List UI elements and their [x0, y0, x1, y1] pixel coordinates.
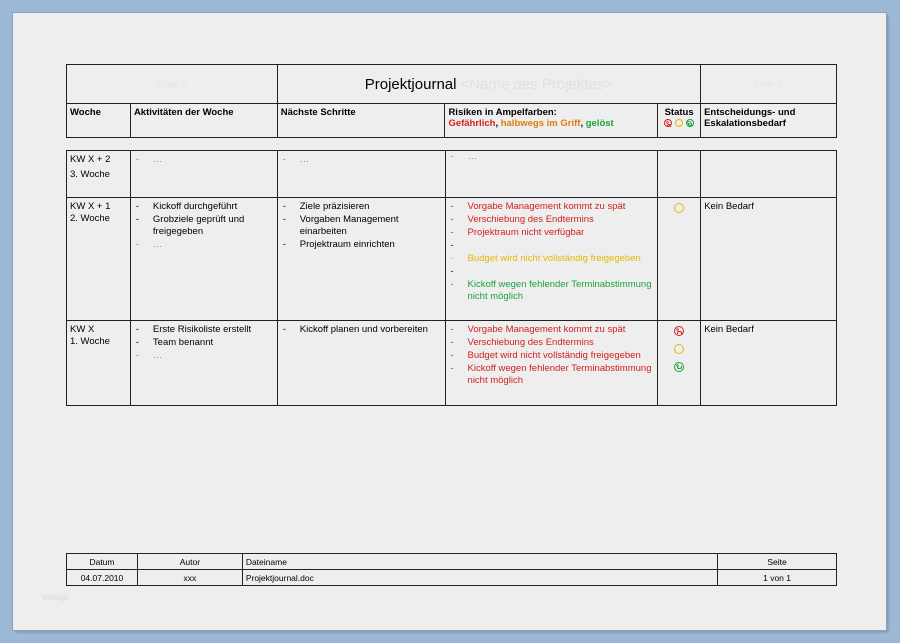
logo-1: Logo 1	[67, 65, 278, 104]
risks-cell	[445, 321, 658, 406]
sad-face-icon	[664, 119, 672, 127]
list-item: - …	[134, 350, 274, 362]
next-steps-cell	[277, 321, 445, 406]
document-page	[13, 13, 886, 630]
next-steps-cell	[277, 151, 445, 198]
next-steps-cell	[277, 198, 445, 321]
status-cell	[658, 321, 701, 406]
list-item: - …	[281, 154, 442, 166]
list-item: - Projektraum einrichten	[281, 239, 442, 251]
list-item: - Erste Risikoliste erstellt	[134, 324, 274, 336]
risk-item: - Verschiebung des Endtermins	[449, 337, 655, 349]
risk-item: - Verschiebung des Endtermins	[449, 214, 655, 226]
escalation-cell: Kein Bedarf	[701, 321, 837, 406]
status-cell	[658, 198, 701, 321]
risk-item: - Vorgabe Management kommt zu spät	[449, 324, 655, 336]
list-item: - Ziele präzisieren	[281, 201, 442, 213]
status-label: Status	[664, 107, 694, 118]
neutral-face-icon	[674, 344, 684, 354]
happy-face-icon	[674, 362, 684, 372]
footer-date-label: Datum	[67, 554, 138, 570]
risks-cell	[445, 198, 658, 321]
escalation-cell: Kein Bedarf	[701, 198, 837, 321]
list-item: - Vorgaben Management einarbeiten	[281, 214, 442, 238]
logo-2: Logo 2	[701, 65, 837, 104]
list-item: - …	[134, 239, 274, 251]
list-item: - Team benannt	[134, 337, 274, 349]
watermark: Vorlage	[41, 593, 69, 602]
col-status	[658, 104, 701, 138]
col-escalation: Entscheidungs- und Eskalationsbedarf	[701, 104, 837, 138]
footer-table	[66, 553, 837, 586]
footer-page-label: Seite	[718, 554, 837, 570]
title-cell	[277, 65, 700, 104]
footer-filename-label: Dateiname	[242, 554, 717, 570]
risk-item: - Budget wird nicht vollständig freigegeben	[449, 253, 655, 265]
legend-solved: gelöst	[585, 118, 614, 129]
escalation-cell	[701, 151, 837, 198]
list-item: - Kickoff planen und vorbereiten	[281, 324, 442, 336]
risk-item: - Vorgabe Management kommt zu spät	[449, 201, 655, 213]
table-row	[67, 321, 837, 406]
neutral-face-icon	[674, 203, 684, 213]
status-cell	[658, 151, 701, 198]
week-cell: KW X + 2 3. Woche	[67, 151, 131, 198]
sad-face-icon	[674, 326, 684, 336]
footer-page: 1 von 1	[718, 570, 837, 586]
risk-item: - Projektraum nicht verfügbar	[449, 227, 655, 239]
footer-date: 04.07.2010	[67, 570, 138, 586]
table-row	[67, 151, 837, 198]
risk-legend: Gefährlich, halbwegs im Griff, gelöst	[448, 118, 614, 129]
journal-table	[66, 150, 837, 406]
col-risks	[445, 104, 658, 138]
col-next-steps: Nächste Schritte	[277, 104, 445, 138]
col-activities: Aktivitäten der Woche	[130, 104, 277, 138]
week-cell: KW X + 1 2. Woche	[67, 198, 131, 321]
legend-dangerous: Gefährlich	[448, 118, 496, 129]
legend-half: halbwegs im Griff	[500, 118, 581, 129]
activities-cell	[130, 198, 277, 321]
table-row	[67, 198, 837, 321]
happy-face-icon	[686, 119, 694, 127]
footer-author: xxx	[137, 570, 242, 586]
page-title: Projektjournal	[364, 75, 457, 93]
risk-item: - Kickoff wegen fehlender Terminabstimmung nicht möglich	[449, 363, 655, 387]
footer-author-label: Autor	[137, 554, 242, 570]
risk-item: - Budget wird nicht vollständig freigegeben	[449, 350, 655, 362]
list-item: - Kickoff durchgeführt	[134, 201, 274, 213]
activities-cell	[130, 151, 277, 198]
activities-cell	[130, 321, 277, 406]
list-item: - …	[134, 154, 274, 166]
risks-cell	[445, 151, 658, 198]
col-week: Woche	[67, 104, 131, 138]
header-table	[66, 64, 837, 138]
list-item: - …	[449, 151, 655, 163]
risk-item: - Kickoff wegen fehlender Terminabstimmung nicht möglich	[449, 279, 655, 303]
project-name: <Name des Projektes>	[460, 75, 614, 93]
footer-filename: Projektjournal.doc	[242, 570, 717, 586]
week-cell: KW X 1. Woche	[67, 321, 131, 406]
risks-title: Risiken in Ampelfarben:	[448, 107, 557, 118]
list-item: - Grobziele geprüft und freigegeben	[134, 214, 274, 238]
neutral-face-icon	[675, 119, 683, 127]
